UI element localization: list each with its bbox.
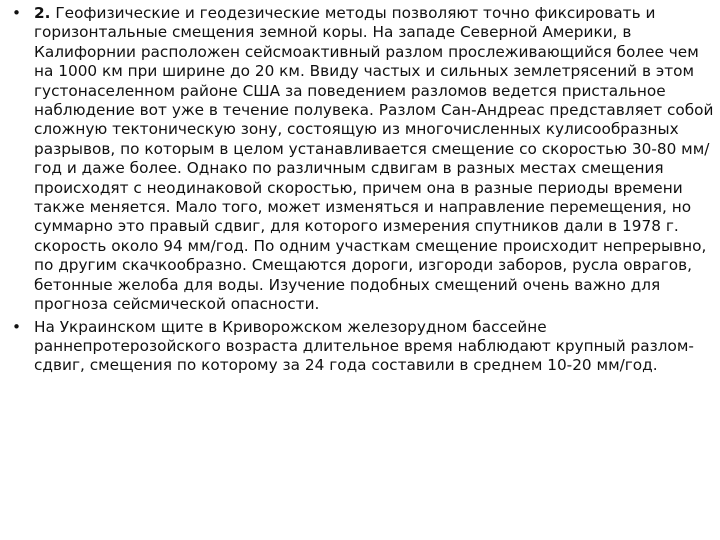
bullet-list — [12, 4, 714, 379]
bullet-dot-icon: • — [12, 4, 22, 22]
bullet-text: На Украинском щите в Криворожском железорудном бассейне раннепротерозойского возраста длительное время наблюдают крупный разлом-сдвиг, смещения по которому за 24 года составили в среднем 10-20 мм/год. — [34, 317, 694, 375]
bullet-text: Геофизические и геодезические методы позволяют точно фиксировать и горизонтальные смещения земной коры. На западе Северной Америки, в Калифорнии расположен сейсмоактивный разлом прослеживающийся более чем на 1000 км при ширине до 20 км. Ввиду частых и сильных землетрясений в этом густонаселенном районе США за поведением разломов ведется пристальное наблюдение вот уже в течение полувека. Разлом Сан-Андреас представляет собой сложную тектоническую зону, состоящую из многочисленных кулисообразных разрывов, по которым в целом устанавливается смещение со скоростью 30-80 мм/год и даже более. Однако по различным сдвигам в разных местах смещения происходят с неодинаковой скоростью, причем она в разные периоды времени также меняется. Мало того, может изменяться и направление перемещения, но суммарно это правый сдвиг, для которого измерения спутников дали в 1978 г. скорость около 94 мм/год. По одним участкам смещение происходит непрерывно, по другим скачкообразно. Смещаются дороги, изгороди заборов, русла оврагов, бетонные желоба для воды. Изучение подобных смещений очень важно для прогноза сейсмической опасности. — [34, 4, 714, 314]
bullet-number: 2. — [34, 4, 51, 22]
bullet-item-ukrainian-shield — [12, 318, 714, 376]
bullet-dot-icon: • — [12, 317, 22, 336]
bullet-item-san-andreas — [12, 4, 714, 315]
